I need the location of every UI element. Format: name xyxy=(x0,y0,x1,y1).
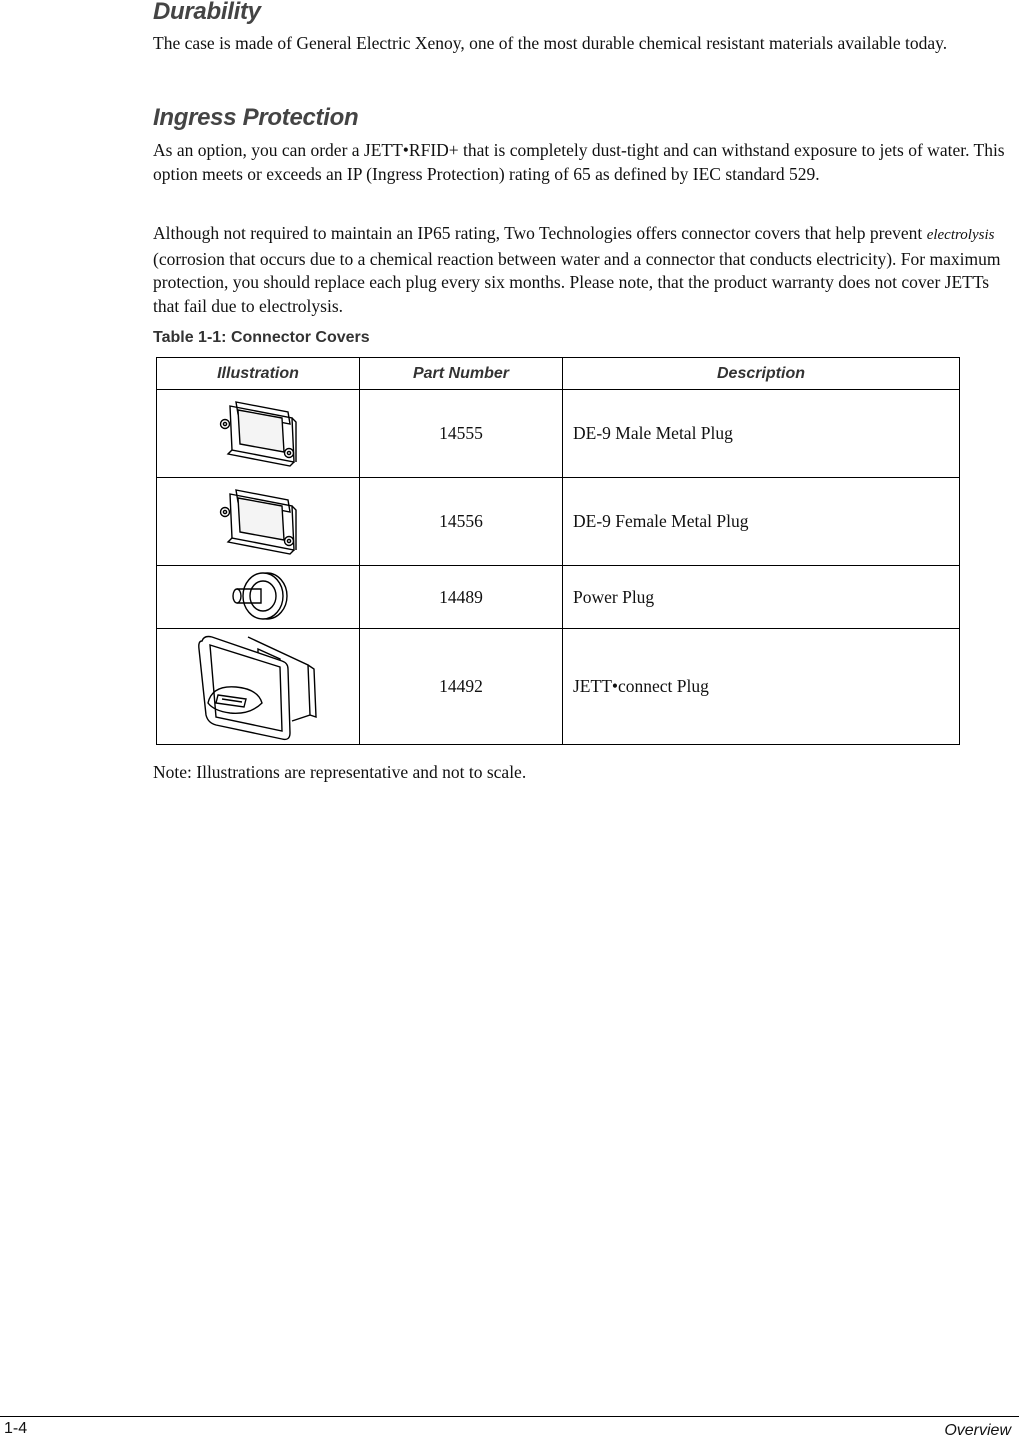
description-cell: Power Plug xyxy=(563,566,960,629)
illustration-cell xyxy=(157,566,360,629)
page-number: 1-4 xyxy=(4,1420,28,1437)
ingress-paragraph-2-start: Although not required to maintain an IP65 rating, Two Technologies offers connector covers that help prevent xyxy=(153,223,927,243)
jett-connect-plug-icon xyxy=(196,631,320,743)
de9-female-plug-icon xyxy=(216,484,300,560)
ingress-protection-heading: Ingress Protection xyxy=(153,104,359,131)
durability-paragraph: The case is made of General Electric Xenoy, one of the most durable chemical resistant materials available today. xyxy=(153,33,948,53)
illustration-cell xyxy=(157,390,360,478)
table-row xyxy=(157,478,960,566)
power-plug-icon xyxy=(223,569,293,625)
table-caption: Table 1-1: Connector Covers xyxy=(153,329,370,346)
illustration-cell xyxy=(157,478,360,566)
table-row xyxy=(157,629,960,745)
description-cell: JETT•connect Plug xyxy=(563,629,960,745)
electrolysis-term: electrolysis xyxy=(926,227,995,243)
description-cell: DE-9 Male Metal Plug xyxy=(563,390,960,478)
footer-section-title: Overview xyxy=(944,1422,1011,1439)
illustration-cell xyxy=(157,629,360,745)
header-part-number: Part Number xyxy=(360,358,563,390)
footer-divider xyxy=(0,1416,1019,1417)
illustration-note: Note: Illustrations are representative and not to scale. xyxy=(153,762,527,782)
part-number-cell: 14489 xyxy=(360,566,563,629)
de9-male-plug-icon xyxy=(216,396,300,472)
durability-heading: Durability xyxy=(153,0,261,25)
table-row xyxy=(157,390,960,478)
header-description: Description xyxy=(563,358,960,390)
part-number-cell: 14555 xyxy=(360,390,563,478)
ingress-paragraph-2 xyxy=(153,222,1013,318)
ingress-paragraph-2-end: (corrosion that occurs due to a chemical reaction between water and a connector that conducts electricity). For maximum protection, you should replace each plug every six months. Please note, that the product warranty does not cover JETTs that fail due to electrolysis. xyxy=(153,248,1001,316)
ingress-paragraph-1: As an option, you can order a JETT•RFID+ that is completely dust-tight and can withstand exposure to jets of water. This option meets or exceeds an IP (Ingress Protection) rating of 65 as defined by IEC standard 529. xyxy=(153,140,1005,184)
part-number-cell: 14492 xyxy=(360,629,563,745)
table-row xyxy=(157,566,960,629)
header-illustration: Illustration xyxy=(157,358,360,390)
part-number-cell: 14556 xyxy=(360,478,563,566)
table-header-row xyxy=(157,358,960,390)
connector-covers-table xyxy=(156,357,960,745)
description-cell: DE-9 Female Metal Plug xyxy=(563,478,960,566)
